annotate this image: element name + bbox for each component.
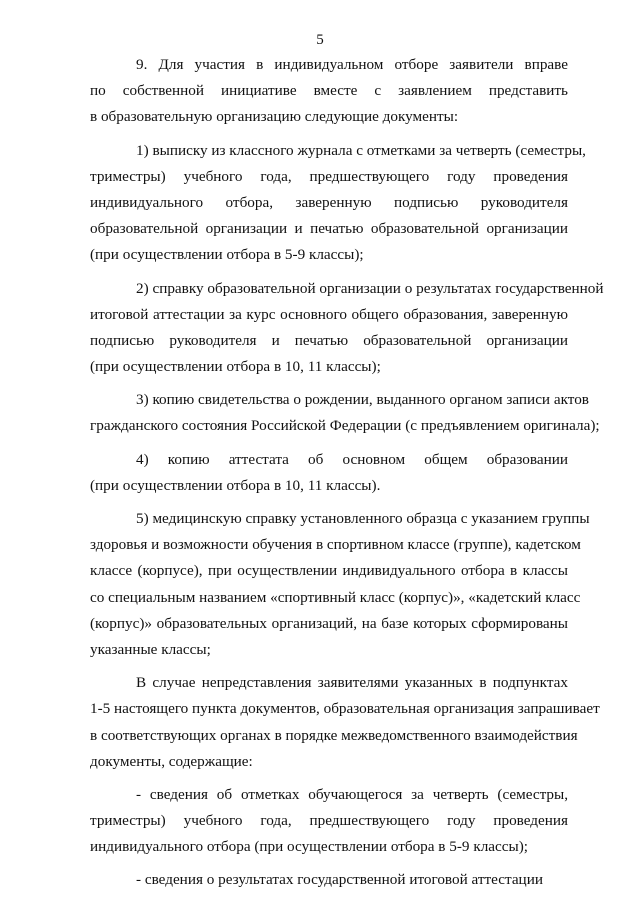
paragraph	[90, 447, 568, 499]
text-line: подписью руководителя и печатью образовательной организации	[90, 331, 568, 349]
text-line: (при осуществлении отбора в 5-9 классы);	[90, 246, 364, 264]
text-line: индивидуального отбора, заверенную подписью руководителя	[90, 193, 568, 211]
text-line: 4) копию аттестата об основном общем образовании	[136, 450, 568, 468]
text-line: индивидуального отбора (при осуществлении отбора в 5-9 классы);	[90, 838, 528, 856]
text-line: гражданского состояния Российской Федерации (с предъявлением оригинала);	[90, 417, 600, 435]
paragraph-gap	[90, 131, 568, 138]
text-line: в соответствующих органах в порядке межведомственного взаимодействия	[90, 726, 578, 744]
text-line: 3) копию свидетельства о рождении, выданного органом записи актов	[136, 391, 589, 409]
paragraph-gap	[90, 269, 568, 276]
paragraph-gap	[90, 663, 568, 670]
text-line: 2) справку образовательной организации о результатах государственной	[136, 279, 604, 297]
paragraph	[90, 387, 600, 439]
paragraph-gap	[90, 440, 568, 447]
paragraph	[90, 138, 586, 269]
text-line: (при осуществлении отбора в 10, 11 классы).	[90, 476, 381, 494]
text-line: со специальным названием «спортивный класс (корпус)», «кадетский класс	[90, 588, 581, 606]
text-line: здоровья и возможности обучения в спортивном классе (группе), кадетском	[90, 536, 581, 554]
page-number: 5	[316, 32, 324, 48]
paragraph	[90, 782, 568, 861]
text-line: классе (корпусе), при осуществлении индивидуального отбора в классы	[90, 562, 568, 580]
text-line: - сведения о результатах государственной итоговой аттестации	[136, 871, 543, 889]
paragraph	[90, 506, 590, 663]
text-line: В случае непредставления заявителями указанных в подпунктах	[136, 674, 568, 692]
text-line: (при осуществлении отбора в 10, 11 классы);	[90, 358, 381, 376]
paragraph	[90, 867, 568, 893]
text-line: документы, содержащие:	[90, 752, 253, 770]
text-line: 1) выписку из классного журнала с отметками за четверть (семестры,	[136, 141, 586, 159]
text-line: 9. Для участия в индивидуальном отборе заявители вправе	[136, 56, 568, 73]
text-line: образовательной организации и печатью образовательной организации	[90, 220, 568, 238]
text-line: (корпус)» образовательных организаций, на базе которых сформированы	[90, 614, 568, 632]
paragraph-gap	[90, 775, 568, 782]
text-line: указанные классы;	[90, 640, 211, 658]
paragraph-gap	[90, 860, 568, 867]
paragraph	[90, 52, 568, 131]
text-line: итоговой аттестации за курс основного общего образования, заверенную	[90, 305, 568, 323]
text-line: в образовательную организацию следующие документы:	[90, 108, 459, 126]
paragraph-gap	[90, 499, 568, 506]
text-line: по собственной инициативе вместе с заявлением представить	[90, 82, 568, 100]
text-line: 5) медицинскую справку установленного образца с указанием группы	[136, 510, 590, 527]
text-line: 1-5 настоящего пункта документов, образовательная организация запрашивает	[90, 700, 600, 718]
paragraph	[90, 670, 600, 775]
text-line: триместры) учебного года, предшествующего году проведения	[90, 167, 568, 185]
paragraph	[90, 276, 604, 381]
text-line: - сведения об отметках обучающегося за четверть (семестры,	[136, 785, 568, 803]
text-line: триместры) учебного года, предшествующего году проведения	[90, 812, 568, 830]
document-body	[90, 52, 604, 894]
paragraph-gap	[90, 380, 568, 387]
